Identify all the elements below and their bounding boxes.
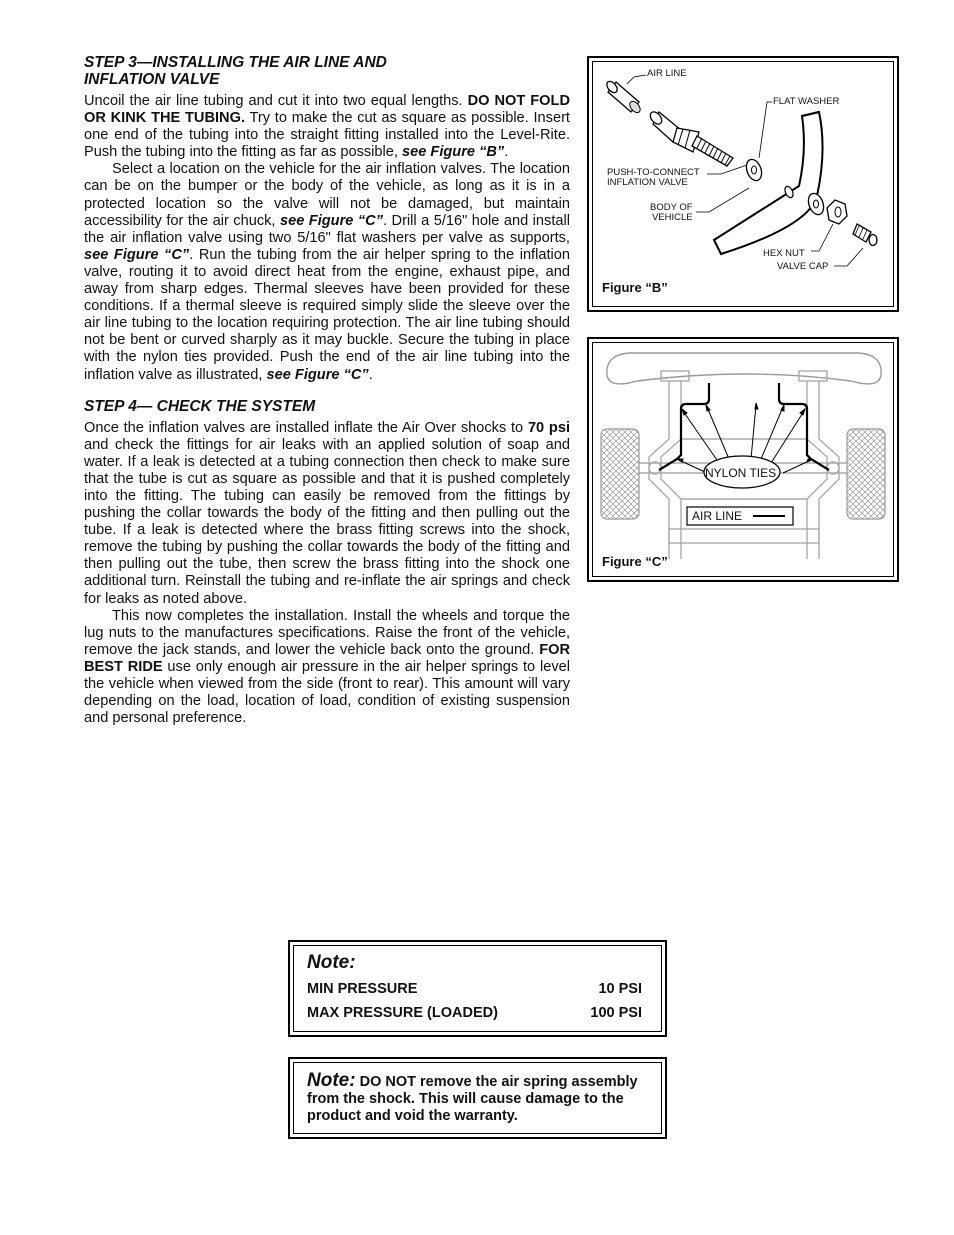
hex-nut [827, 200, 847, 224]
callout-flat-washer: FLAT WASHER [773, 96, 840, 107]
step3-paragraph-2: Select a location on the vehicle for the air inflation valves. The location can be on the bumper or the body of the vehicle, as long as it is in a protected location so the valve will not be damaged, but maintain accessibility for the air chuck, see Figure “C”. Drill a 5/16" hole and install the air inflation valve using two 5/16" flat washers per valve as supports, see Figure “C”. Run the tubing from the air helper spring to the inflation valve, routing it to avoid direct heat from the engine, exhaust pipe, and away from sharp edges. Thermal sleeves have been provided for these conditions. If a thermal sleeve is required simply slide the sleeve over the air line tubing to the location requiring protection. The air line tubing should not be bent or curved sharply as it may buckle. Secure the tubing in place with the nylon ties provided. Push the end of the air line tubing into the inflation valve as illustrated, see Figure “C”. [84, 161, 571, 383]
air-line-label: AIR LINE [692, 509, 743, 523]
figure-c [587, 337, 899, 582]
step3-heading: STEP 3—INSTALLING THE AIR LINE AND INFLATION VALVE [84, 54, 387, 88]
figure-c-label: Figure “C” [602, 554, 668, 569]
step4-paragraph-1: Once the inflation valves are installed inflate the Air Over shocks to 70 psi and check the fittings for air leaks with an applied solution of soap and water. If a leak is detected at a tubing connection then check to make sure that the tube is cut as square as possible and that it is pushed completely into the fitting. The tubing can easily be removed from the fittings by pushing the collar towards the body of the fitting and then pulling out the tube. If a leak is detected where the brass fitting screws into the shock, remove the tubing by pushing the collar towards the body of the fitting and then pulling out the tube, then screw the brass fitting into the shock one additional turn. Reinstall the tubing and re-inflate the air springs and check for leaks as noted above. [84, 419, 571, 607]
warranty-note [288, 1057, 667, 1139]
step3-paragraph-1: Uncoil the air line tubing and cut it into two equal lengths. DO NOT FOLD OR KINK THE TUBING. Try to make the cut as square as possible. Insert one end of the tubing into the straight fitting installed into the Level-Rite. Push the tubing into the fitting as far as possible, see Figure “B”. [84, 93, 570, 161]
callout-push-to-connect: PUSH-TO-CONNECT INFLATION VALVE [607, 167, 700, 188]
warranty-note-text [307, 1072, 657, 1125]
step4-heading: STEP 4— CHECK THE SYSTEM [84, 397, 316, 415]
warranty-note-body: DO NOT remove the air spring assembly from the shock. This will cause damage to the product and void the warranty. [307, 1074, 638, 1124]
callout-valve-cap: VALVE CAP [777, 261, 829, 272]
vehicle-underside-diagram [589, 339, 897, 580]
pressure-note [288, 940, 667, 1037]
push-to-connect-valve [648, 110, 733, 166]
nylon-ties-label: NYLON TIES [705, 466, 777, 480]
pressure-note-title: Note: [307, 952, 356, 973]
step4-paragraph-2: This now completes the installation. Install the wheels and torque the lug nuts to the manufactures specifications. Raise the front of the vehicle, remove the jack stands, and lower the vehicle back onto the ground. FOR BEST RIDE use only enough air pressure in the air helper springs to level the vehicle when viewed from the side (front to rear). This amount will vary depending on the load, location of load, condition of existing suspension and personal preference. [84, 607, 570, 727]
max-pressure-value: 100 PSI [590, 1005, 642, 1021]
instructions-column [84, 54, 570, 727]
min-pressure-value: 10 PSI [598, 981, 642, 997]
vehicle-body-bracket [714, 112, 823, 254]
callout-body-of-vehicle: BODY OF VEHICLE [650, 202, 693, 223]
callout-air-line: AIR LINE [647, 68, 687, 79]
figure-b [587, 56, 899, 312]
left-tire [601, 429, 639, 519]
callout-hex-nut: HEX NUT [763, 248, 805, 259]
flat-washer-1 [744, 157, 765, 182]
air-line-tube [605, 79, 642, 114]
min-pressure-label: MIN PRESSURE [307, 981, 418, 997]
max-pressure-label: MAX PRESSURE (LOADED) [307, 1005, 498, 1021]
bumper [607, 353, 881, 384]
warranty-note-title: Note: [307, 1070, 356, 1091]
figure-b-label: Figure “B” [602, 280, 668, 295]
right-tire [847, 429, 885, 519]
valve-cap [853, 224, 877, 246]
